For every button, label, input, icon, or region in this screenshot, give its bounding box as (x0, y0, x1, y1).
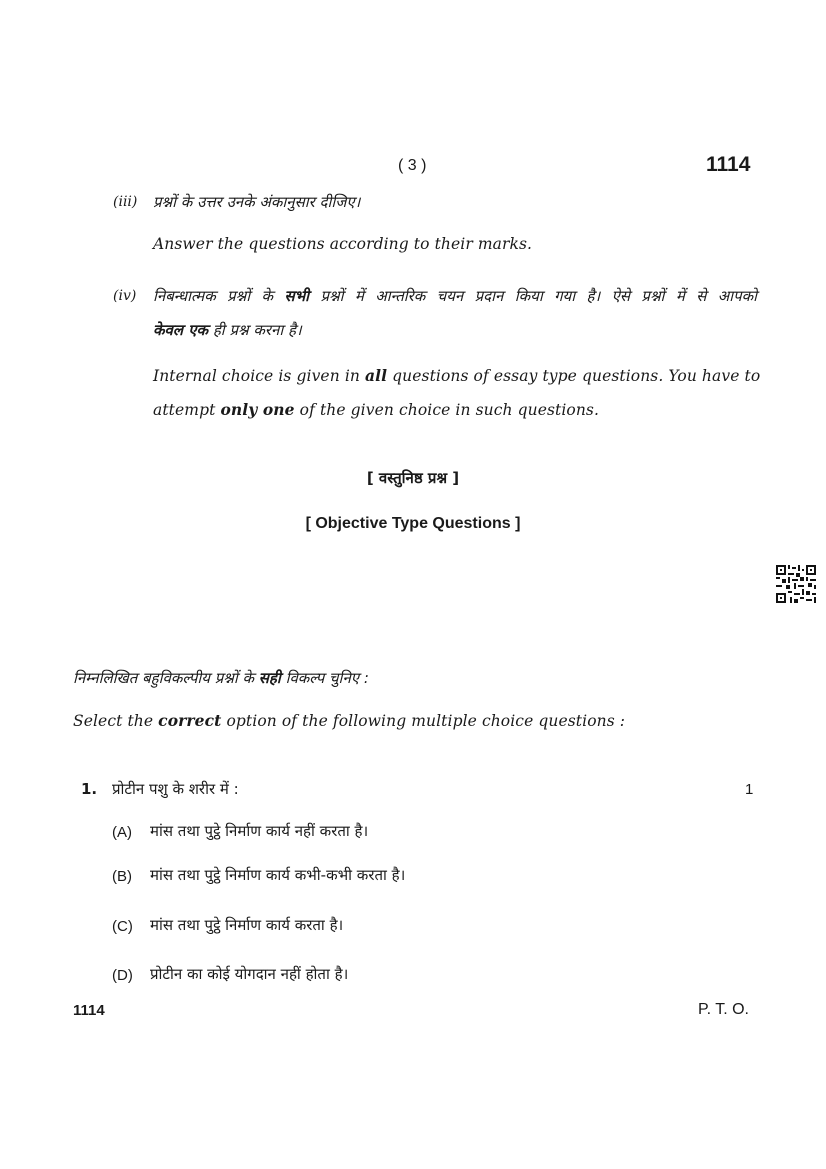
question-text: प्रोटीन पशु के शरीर में : (112, 780, 239, 798)
instruction-iii-english: Answer the questions according to their marks. (153, 235, 533, 253)
section-title-hindi: [ वस्तुनिष्ठ प्रश्न ] (366, 469, 460, 487)
option-text-a: मांस तथा पुट्ठे निर्माण कार्य नहीं करता है। (150, 822, 369, 840)
question-marks: 1 (745, 781, 754, 798)
instruction-iv-hindi-line1: निबन्धात्मक प्रश्नों के सभी प्रश्नों में आन्तरिक चयन प्रदान किया गया है। ऐसे प्रश्नों में से आपको (153, 287, 757, 305)
option-label-c: (C) (112, 918, 133, 935)
question-number: 1. (81, 780, 98, 798)
instruction-label-iii: (iii) (113, 194, 138, 210)
instruction-iv-english-line1: Internal choice is given in all questions of essay type questions. You have to (153, 366, 761, 385)
qr-code-icon (776, 565, 816, 603)
option-text-b: मांस तथा पुट्ठे निर्माण कार्य कभी-कभी करता है। (150, 866, 406, 884)
paper-code-footer: 1114 (73, 1002, 105, 1019)
option-label-b: (B) (112, 868, 132, 885)
instruction-iv-hindi-line2: केवल एक ही प्रश्न करना है। (153, 321, 302, 339)
option-text-d: प्रोटीन का कोई योगदान नहीं होता है। (150, 965, 349, 983)
section-title-english: [ Objective Type Questions ] (305, 515, 521, 532)
option-text-c: मांस तथा पुट्ठे निर्माण कार्य करता है। (150, 916, 344, 934)
directions-english: Select the correct option of the following multiple choice questions : (73, 711, 626, 730)
directions-hindi: निम्नलिखित बहुविकल्पीय प्रश्नों के सही विकल्प चुनिए : (73, 669, 369, 687)
page-number: ( 3 ) (398, 157, 427, 174)
option-label-d: (D) (112, 967, 133, 984)
instruction-iv-english-line2: attempt only one of the given choice in such questions. (153, 400, 600, 419)
option-label-a: (A) (112, 824, 132, 841)
instruction-label-iv: (iv) (113, 288, 137, 304)
paper-code-header: 1114 (706, 153, 751, 176)
instruction-iii-hindi: प्रश्नों के उत्तर उनके अंकानुसार दीजिए। (153, 193, 361, 211)
pto-label: P. T. O. (698, 1001, 749, 1018)
